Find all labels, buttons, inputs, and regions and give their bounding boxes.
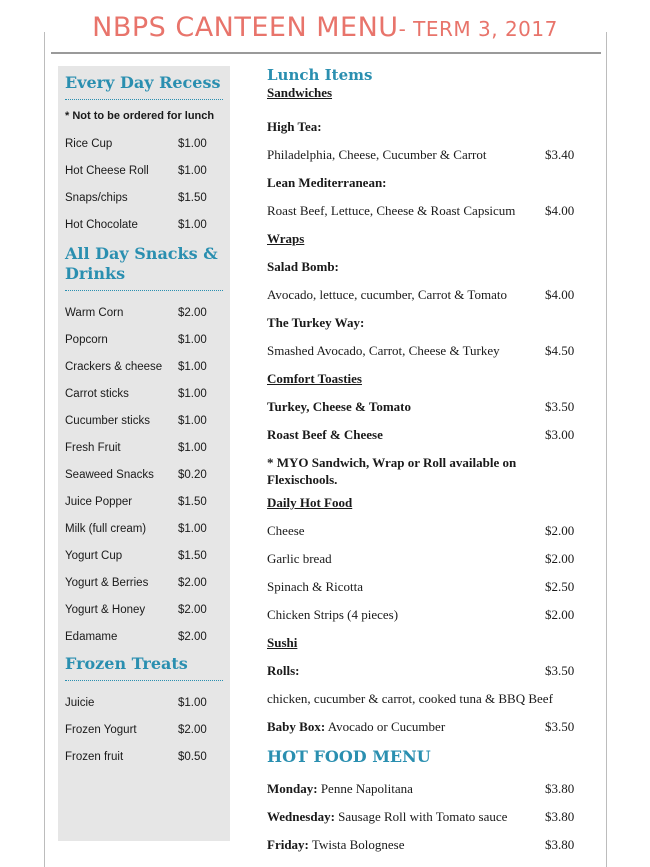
menu-item-row: Spinach & Ricotta $2.50 — [267, 579, 575, 594]
list-item: Juicie $1.00 — [65, 696, 207, 709]
menu-item-row: Garlic bread $2.00 — [267, 551, 575, 566]
myo-note: * MYO Sandwich, Wrap or Roll available on Flexischools. — [267, 455, 517, 487]
section-divider — [65, 290, 223, 291]
wraps-heading: Wraps — [267, 231, 305, 246]
list-item: Hot Cheese Roll $1.00 — [65, 164, 207, 177]
list-item: Edamame $2.00 — [65, 630, 207, 643]
high-tea-label: High Tea: — [267, 119, 322, 134]
section-divider — [65, 99, 223, 100]
snacks-list — [65, 299, 223, 650]
list-item: Popcorn $1.00 — [65, 333, 207, 346]
comfort-toasties-heading: Comfort Toasties — [267, 371, 362, 386]
page-border-right — [606, 32, 607, 867]
rolls-description: chicken, cucumber & carrot, cooked tuna & BBQ Beef — [267, 691, 553, 706]
snacks-heading: All Day Snacks & Drinks — [65, 244, 218, 283]
menu-item-row: Roast Beef & Cheese $3.00 — [267, 427, 575, 442]
menu-item-row: Smashed Avocado, Carrot, Cheese & Turkey $4.50 — [267, 343, 575, 358]
list-item: Warm Corn $2.00 — [65, 306, 207, 319]
recess-note: * Not to be ordered for lunch — [65, 110, 215, 122]
daily-hot-food-heading: Daily Hot Food — [267, 495, 353, 510]
page-border-left — [44, 32, 45, 867]
menu-item-row: Chicken Strips (4 pieces) $2.00 — [267, 607, 575, 622]
list-item: Crackers & cheese $1.00 — [65, 360, 207, 373]
frozen-treats-heading: Frozen Treats — [65, 654, 188, 673]
list-item: Frozen Yogurt $2.00 — [65, 723, 207, 736]
hot-food-menu-heading: HOT FOOD MENU — [267, 747, 431, 766]
title-suffix: - TERM 3, 2017 — [398, 17, 558, 41]
list-item: Juice Popper $1.50 — [65, 495, 207, 508]
title-rule — [51, 52, 601, 54]
sandwiches-heading: Sandwiches — [267, 85, 333, 100]
list-item: Cucumber sticks $1.00 — [65, 414, 207, 427]
page-title — [0, 12, 650, 43]
menu-item-row: Roast Beef, Lettuce, Cheese & Roast Capsicum $4.00 — [267, 203, 575, 218]
list-item: Yogurt & Berries $2.00 — [65, 576, 207, 589]
menu-item-row: Rolls: $3.50 — [267, 663, 575, 678]
menu-item-row: Philadelphia, Cheese, Cucumber & Carrot $3.40 — [267, 147, 575, 162]
list-item: Snaps/chips $1.50 — [65, 191, 207, 204]
menu-item-row: Cheese $2.00 — [267, 523, 575, 538]
right-column — [267, 66, 579, 864]
list-item: Seaweed Snacks $0.20 — [65, 468, 207, 481]
list-item: Yogurt Cup $1.50 — [65, 549, 207, 562]
menu-item-row: Avocado, lettuce, cucumber, Carrot & Tomato $4.00 — [267, 287, 575, 302]
frozen-list — [65, 689, 223, 770]
list-item: Fresh Fruit $1.00 — [65, 441, 207, 454]
sushi-heading: Sushi — [267, 635, 298, 650]
menu-item-row: Monday: Penne Napolitana $3.80 — [267, 781, 575, 796]
list-item: Rice Cup $1.00 — [65, 137, 207, 150]
lean-mediterranean-label: Lean Mediterranean: — [267, 175, 387, 190]
left-panel — [58, 66, 230, 841]
menu-item-row: Turkey, Cheese & Tomato $3.50 — [267, 399, 575, 414]
section-divider — [65, 680, 223, 681]
everyday-list — [65, 130, 223, 238]
list-item: Carrot sticks $1.00 — [65, 387, 207, 400]
turkey-way-label: The Turkey Way: — [267, 315, 365, 330]
list-item: Frozen fruit $0.50 — [65, 750, 207, 763]
list-item: Hot Chocolate $1.00 — [65, 218, 207, 231]
menu-item-row: Wednesday: Sausage Roll with Tomato sauce $3.80 — [267, 809, 575, 824]
title-main: NBPS CANTEEN MENU — [92, 12, 399, 43]
menu-item-row: Friday: Twista Bolognese $3.80 — [267, 837, 575, 852]
menu-item-row: Baby Box: Avocado or Cucumber $3.50 — [267, 719, 575, 734]
list-item: Yogurt & Honey $2.00 — [65, 603, 207, 616]
list-item: Milk (full cream) $1.00 — [65, 522, 207, 535]
salad-bomb-label: Salad Bomb: — [267, 259, 339, 274]
everyday-recess-heading: Every Day Recess — [65, 73, 221, 92]
lunch-items-heading: Lunch Items — [267, 66, 373, 84]
